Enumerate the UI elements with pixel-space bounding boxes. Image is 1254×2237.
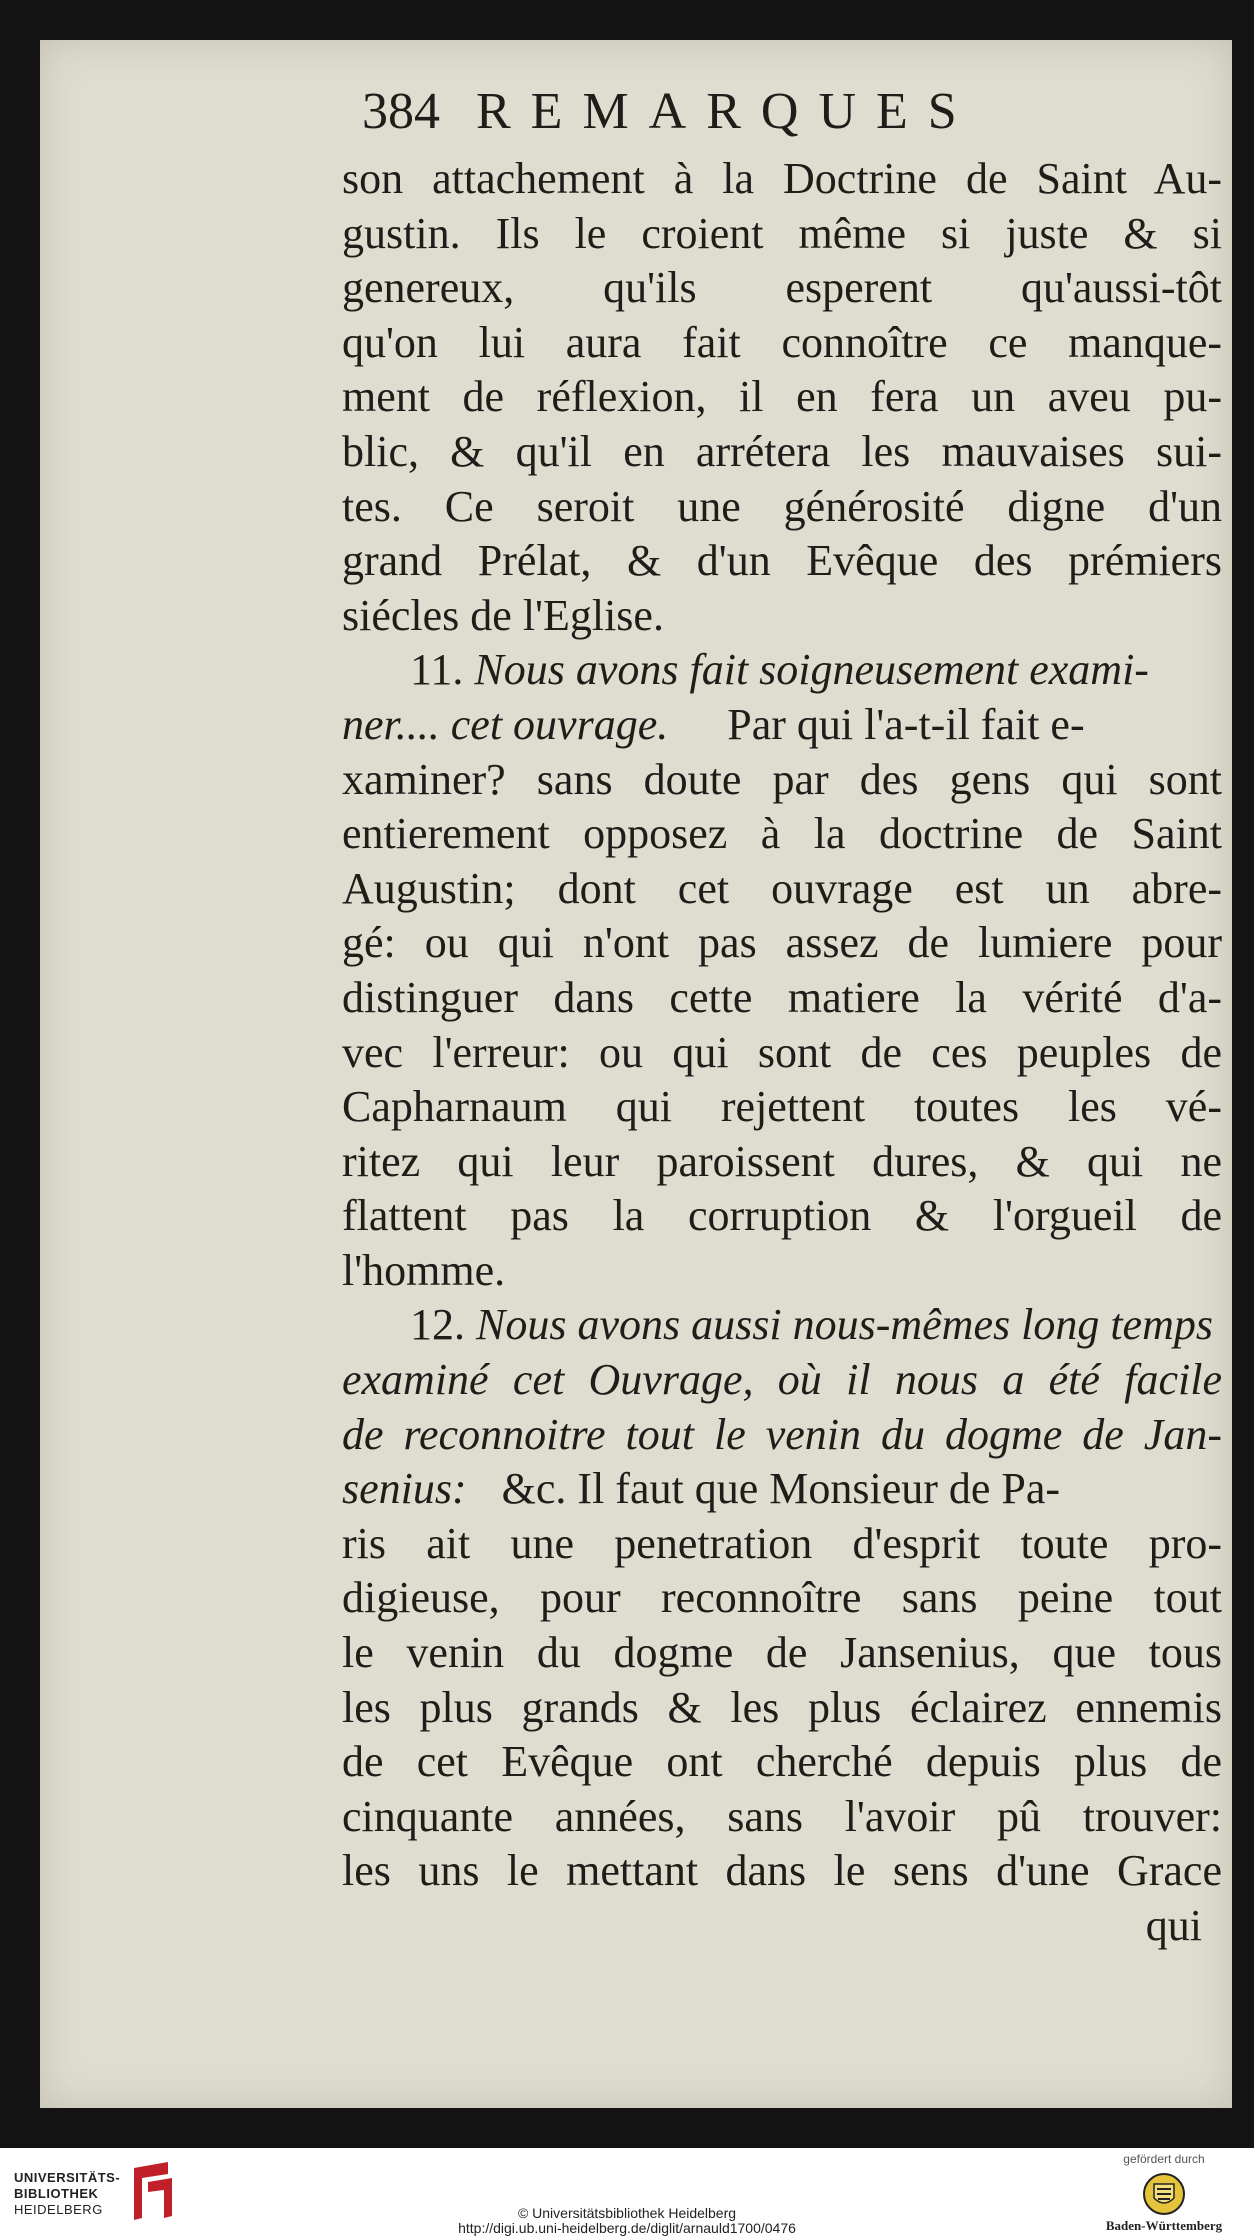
paragraph-12-first-line (342, 1298, 1222, 1353)
commentary-text: &c. Il faut que Monsieur de Pa- (501, 1464, 1061, 1514)
quoted-text: Nous avons fait soigneusement exami- (474, 645, 1149, 695)
text-line: grand Prélat, & d'un Evêque des prémiers (342, 536, 1222, 586)
text-line: siécles de l'Eglise. (342, 590, 664, 640)
text-line: vec l'erreur: ou qui sont de ces peuples de (342, 1027, 1222, 1077)
paragraph-11-second-line (342, 698, 1222, 753)
text-line: son attachement à la Doctrine de Saint Au- (342, 154, 1222, 203)
body-text (342, 152, 1222, 1954)
text-line: le venin du dogme de Jansenius, que tous (342, 1628, 1222, 1678)
running-title: REMARQUES (476, 83, 977, 140)
permalink-url[interactable]: http://digi.ub.uni-heidelberg.de/diglit/arnauld1700/0476 (458, 2220, 796, 2236)
catchword: qui (1145, 1901, 1202, 1950)
text-line: de cet Evêque ont cherché depuis plus de (342, 1737, 1222, 1787)
paragraph-11-first-line (342, 643, 1222, 698)
text-line: les plus grands & les plus éclairez ennemis (342, 1682, 1222, 1732)
text-line: ment de réflexion, il en fera un aveu pu- (342, 372, 1222, 422)
text-line: l'homme. (342, 1245, 506, 1295)
text-line: flattent pas la corruption & l'orgueil de (342, 1191, 1222, 1241)
text-line: blic, & qu'il en arrétera les mauvaises sui- (342, 426, 1222, 476)
quoted-text: ner.... cet ouvrage. (342, 699, 669, 749)
library-name-line: UNIVERSITÄTS- (14, 2170, 121, 2185)
text-line: ritez qui leur paroissent dures, & qui ne (342, 1136, 1222, 1186)
sponsor-name: Baden-Württemberg (1105, 2218, 1223, 2233)
paragraph-12-fourth-line (342, 1462, 1222, 1517)
text-line: Augustin; dont cet ouvrage est un abre- (342, 863, 1222, 913)
copyright-block (0, 2206, 1254, 2236)
text-line: ris ait une penetration d'esprit toute pro- (342, 1518, 1222, 1568)
quoted-text: senius: (342, 1464, 467, 1514)
copyright-text: © Universitätsbibliothek Heidelberg (517, 2205, 737, 2221)
commentary-text: Par qui l'a-t-il fait e- (727, 699, 1085, 749)
quoted-text-line: examiné cet Ouvrage, où il nous a été facile (342, 1355, 1222, 1405)
viewer-footer (0, 2148, 1254, 2237)
text-line: digieuse, pour reconnoître sans peine tout (342, 1573, 1222, 1623)
text-line: xaminer? sans doute par des gens qui sont (342, 754, 1222, 804)
text-line: genereux, qu'ils esperent qu'aussi-tôt (342, 263, 1222, 313)
text-line: gé: ou qui n'ont pas assez de lumiere pour (342, 918, 1222, 968)
text-line: distinguer dans cette matiere la vérité d'a- (342, 972, 1222, 1022)
text-line: Capharnaum qui rejettent toutes les vé- (342, 1082, 1222, 1132)
library-name-line: HEIDELBERG (14, 2202, 103, 2217)
state-crest-icon (1142, 2172, 1186, 2216)
text-line: les uns le mettant dans le sens d'une Grace (342, 1846, 1222, 1896)
quoted-text: Nous avons aussi nous-mêmes long temps (476, 1300, 1213, 1350)
section-number-12: 12. (410, 1300, 465, 1350)
page-header (362, 82, 977, 142)
page-number: 384 (362, 83, 440, 140)
text-line: qu'on lui aura fait connoître ce manque- (342, 317, 1222, 367)
quoted-text-line: de reconnoitre tout le venin du dogme de Jan- (342, 1409, 1222, 1459)
text-line: tes. Ce seroit une générosité digne d'un (342, 481, 1222, 531)
text-line: entierement opposez à la doctrine de Saint (342, 809, 1222, 859)
section-number-11: 11. (410, 645, 464, 695)
library-name-line: BIBLIOTHEK (14, 2186, 99, 2201)
text-line: cinquante années, sans l'avoir pû trouver: (342, 1791, 1222, 1841)
sponsor-label: gefördert durch (1123, 2152, 1205, 2166)
text-line: gustin. Ils le croient même si juste & si (342, 208, 1222, 258)
sponsor-block (1094, 2152, 1234, 2234)
